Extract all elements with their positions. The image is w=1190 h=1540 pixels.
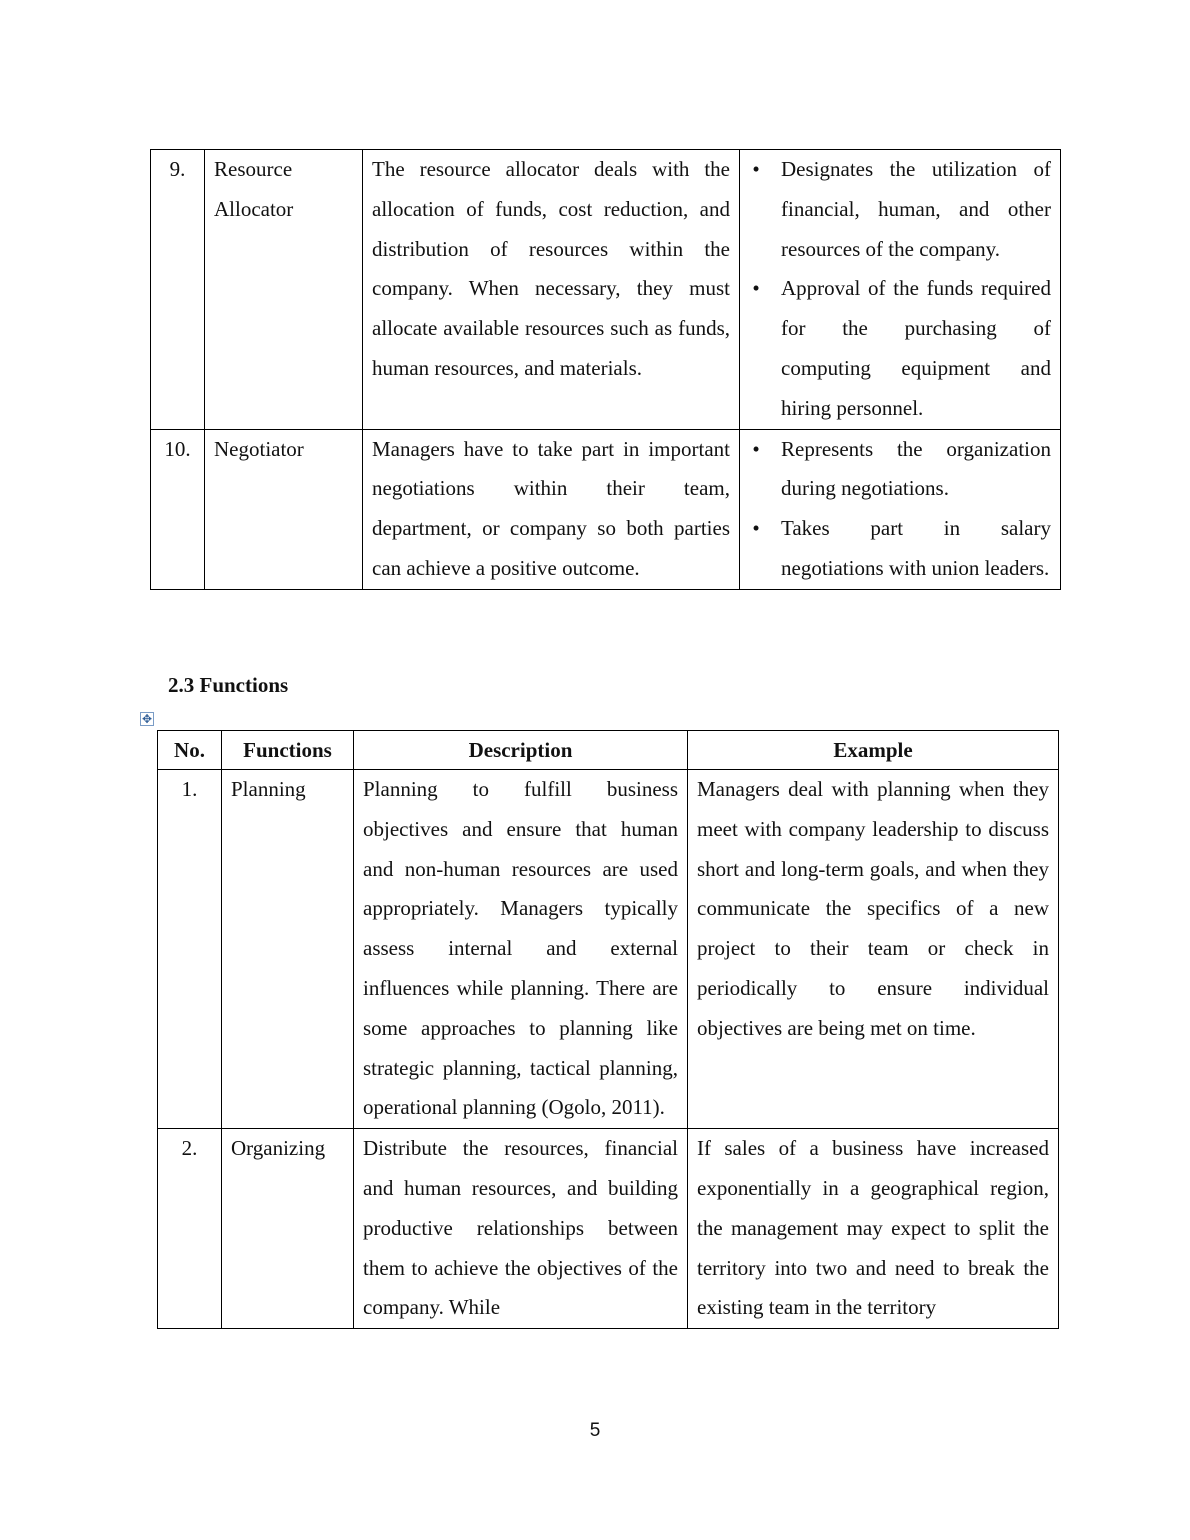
example-text: Approval of the funds required for the purchasing of computing equipment and hiring personnel. [781, 276, 1051, 420]
header-example: Example [688, 731, 1059, 770]
function-name: Organizing [222, 1129, 354, 1329]
example-text: Designates the utilization of financial, human, and other resources of the company. [781, 157, 1051, 261]
function-description: Planning to fulfill business objectives and ensure that human and non-human resources are used appropriately. Managers typically assess internal and external influences while planning. There are some approaches to planning like strategic planning, tactical planning, operational planning (Ogolo, 2011). [354, 770, 688, 1129]
header-functions: Functions [222, 731, 354, 770]
row-number: 1. [158, 770, 222, 1129]
example-text: Represents the organization during negotiations. [781, 436, 1051, 501]
row-number: 2. [158, 1129, 222, 1329]
function-description: Distribute the resources, financial and human resources, and building productive relationships between them to achieve the objectives of the company. While [354, 1129, 688, 1329]
example-text: Takes part in salary negotiations with union leaders. [781, 516, 1051, 580]
function-example: Managers deal with planning when they meet with company leadership to discuss short and long-term goals, and when they communicate the specifics of a new project to their team or check in periodically to ensure individual objectives are being met on time. [688, 770, 1059, 1129]
function-example: If sales of a business have increased exponentially in a geographical region, the management may expect to split the territory into two and need to break the existing team in the territory [688, 1129, 1059, 1329]
role-name: Negotiator [205, 429, 363, 589]
management-functions-table [157, 730, 1059, 1329]
role-description: Managers have to take part in important negotiations within their team, department, or company so both parties can achieve a positive outcome. [363, 429, 740, 589]
row-number: 9. [151, 150, 205, 430]
role-description: The resource allocator deals with the allocation of funds, cost reduction, and distribution of resources within the company. When necessary, they must allocate available resources such as funds, human resources, and materials. [363, 150, 740, 430]
list-item [749, 269, 1051, 428]
function-name: Planning [222, 770, 354, 1129]
role-examples [740, 429, 1061, 589]
page-number: 5 [589, 1420, 601, 1441]
table-row [158, 1129, 1059, 1329]
list-item [749, 509, 1051, 589]
manager-roles-table [150, 149, 1061, 590]
role-examples [740, 150, 1061, 430]
row-number: 10. [151, 429, 205, 589]
table-row [158, 770, 1059, 1129]
bullet-icon: • [752, 516, 760, 541]
bullet-icon: • [752, 157, 760, 181]
table-row [151, 429, 1061, 589]
header-no: No. [158, 731, 222, 770]
bullet-icon: • [752, 276, 760, 301]
section-heading: 2.3 Functions [168, 673, 289, 697]
role-name: Resource Allocator [205, 150, 363, 430]
table-row [151, 150, 1061, 430]
list-item [749, 430, 1051, 510]
example-list [749, 150, 1051, 429]
bullet-icon: • [752, 436, 760, 461]
header-description: Description [354, 731, 688, 770]
table-header-row [158, 731, 1059, 770]
example-list [749, 430, 1051, 589]
table-move-handle-icon[interactable]: ✥ [141, 712, 153, 726]
list-item [749, 150, 1051, 269]
